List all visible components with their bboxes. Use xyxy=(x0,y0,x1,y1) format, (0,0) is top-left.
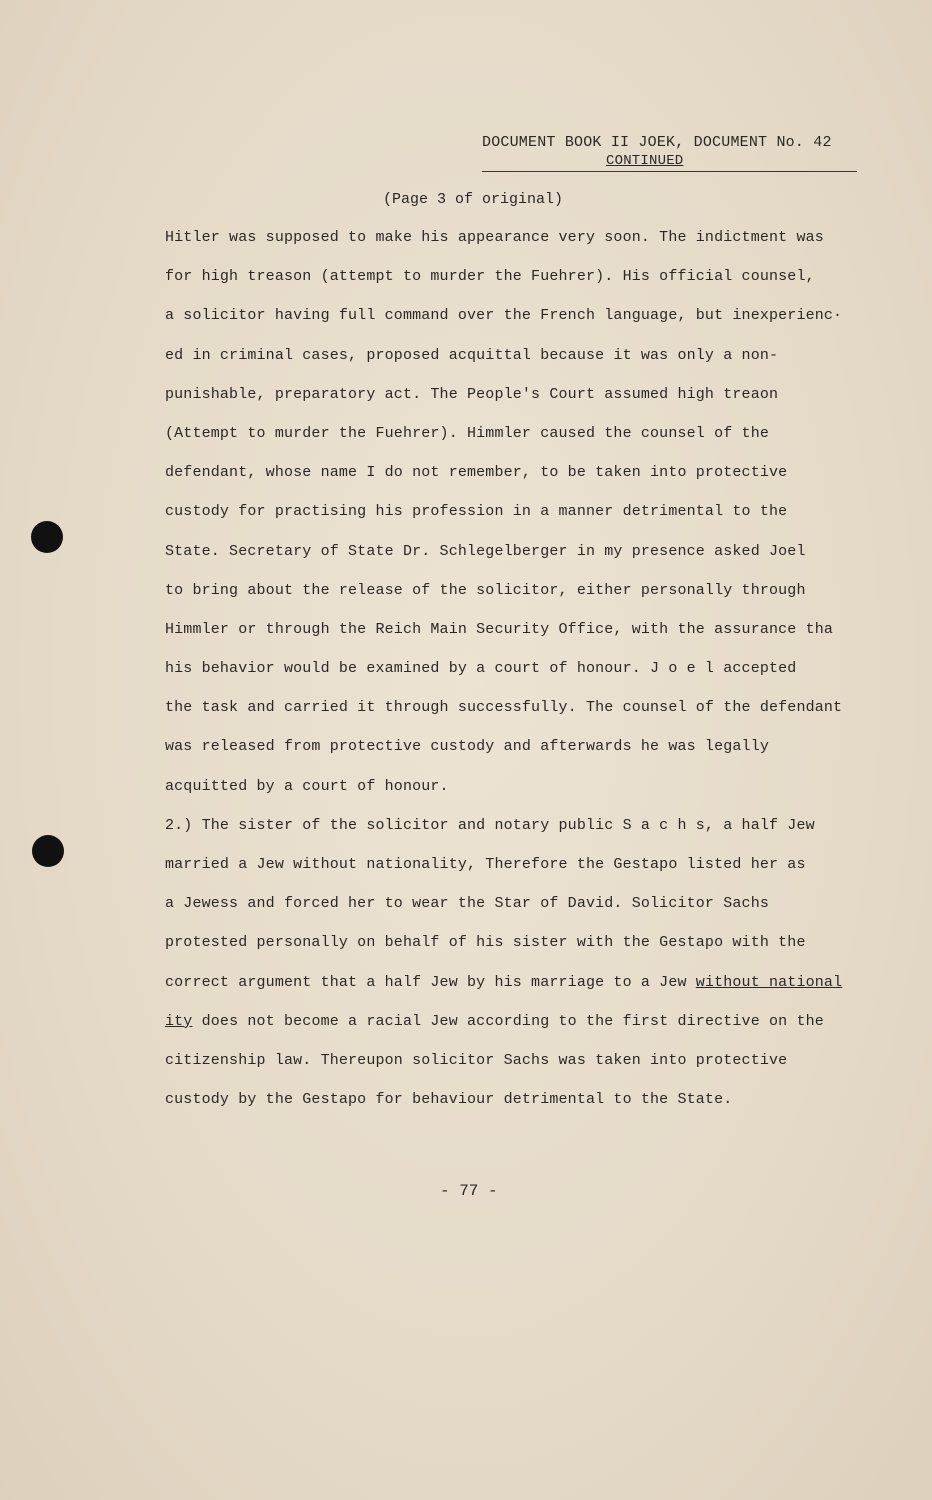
body-line: 2.) The sister of the solicitor and notary public S a c h s, a half Jew xyxy=(165,816,815,834)
body-line: was released from protective custody and afterwards he was legally xyxy=(165,738,769,756)
body-line: citizenship law. Thereupon solicitor Sachs was taken into protective xyxy=(165,1051,788,1069)
header-continued: CONTINUED xyxy=(606,153,684,169)
document-header xyxy=(482,134,862,169)
body-line: Hitler was supposed to make his appearance very soon. The indictment was xyxy=(165,229,824,246)
body-line: custody for practising his profession in a manner detrimental to the xyxy=(165,503,788,521)
body-line: Himmler or through the Reich Main Security Office, with the assurance tha xyxy=(165,620,834,638)
body-text xyxy=(165,227,885,1128)
body-line: State. Secretary of State Dr. Schlegelberger in my presence asked Joel xyxy=(165,542,806,560)
body-line: custody by the Gestapo for behaviour detrimental to the State. xyxy=(165,1091,733,1109)
body-line: his behavior would be examined by a court of honour. J o e l accepted xyxy=(165,660,797,678)
body-line: acquitted by a court of honour. xyxy=(165,777,449,795)
body-line: ed in criminal cases, proposed acquittal because it was only a non- xyxy=(165,346,779,364)
body-line: married a Jew without nationality, Therefore the Gestapo listed her as xyxy=(165,856,806,873)
page-reference: (Page 3 of original) xyxy=(383,191,564,208)
underlined-text: ity xyxy=(165,1012,193,1030)
body-line: punishable, preparatory act. The People's Court assumed high treaon xyxy=(165,385,779,403)
body-line: a Jewess and forced her to wear the Star of David. Solicitor Sachs xyxy=(165,895,769,913)
body-line-segment: does not become a racial Jew according to the first directive on the xyxy=(192,1012,824,1030)
body-line: for high treason (attempt to murder the Fuehrer). His official counsel, xyxy=(165,268,815,286)
punch-hole-top xyxy=(31,521,63,553)
body-line-with-underline xyxy=(165,1011,885,1050)
body-line: protested personally on behalf of his sister with the Gestapo with the xyxy=(165,934,806,952)
page-number: - 77 - xyxy=(440,1182,498,1200)
header-title: DOCUMENT BOOK II JOEK, DOCUMENT No. 42 xyxy=(482,134,832,151)
body-line: defendant, whose name I do not remember, to be taken into protective xyxy=(165,464,788,482)
header-rule xyxy=(482,171,857,173)
body-line: the task and carried it through successfully. The counsel of the defendant xyxy=(165,699,843,717)
body-line: to bring about the release of the solicitor, either personally through xyxy=(165,581,806,599)
punch-hole-bottom xyxy=(32,835,64,867)
body-line-segment: correct argument that a half Jew by his marriage to a Jew xyxy=(165,973,696,991)
body-line: a solicitor having full command over the French language, but inexperienc· xyxy=(165,307,843,325)
body-line-with-underline xyxy=(165,972,885,1011)
underlined-text: without national xyxy=(695,973,843,991)
body-line: (Attempt to murder the Fuehrer). Himmler caused the counsel of the xyxy=(165,424,769,442)
